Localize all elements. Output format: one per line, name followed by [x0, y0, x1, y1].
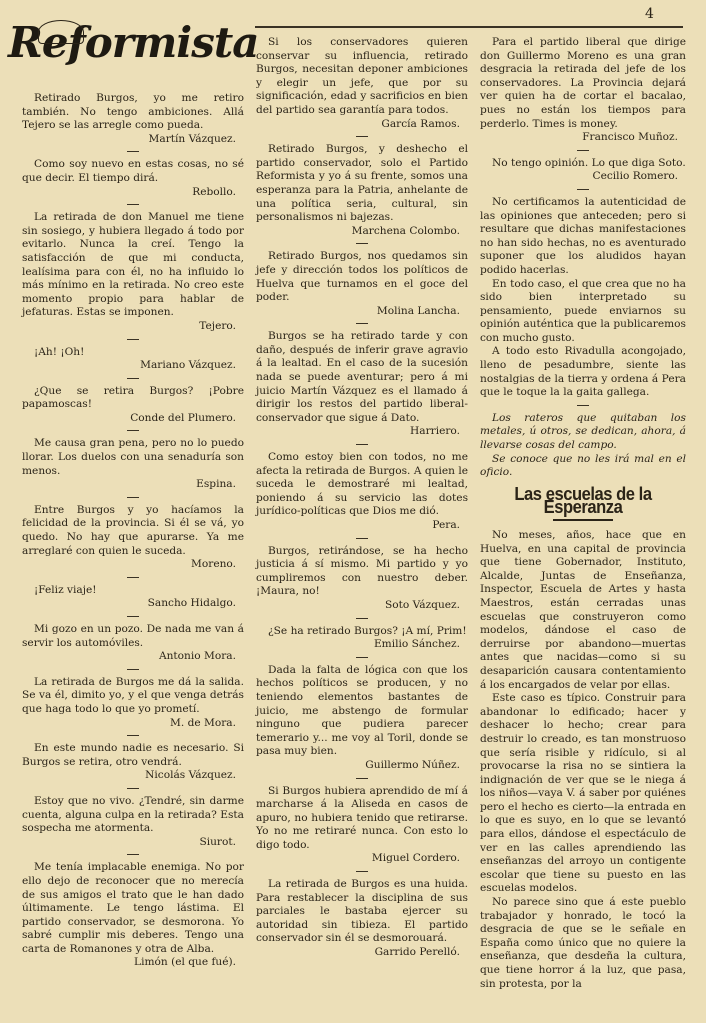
opinion-text: La retirada de don Manuel me tiene sin sosiego, y hubiera llegado á todo por evitarlo. Nunca la creí. Tengo la satisfacción de que mi conducta, lealísima para con él, no ha influido lo más mínimo en la retirada. No creo este momento propio para hablar de jefaturas. Estas se imponen.	[22, 211, 244, 319]
article-paragraph: No meses, años, hace que en Huelva, en una capital de provincia que tiene Gobernador, Instituto, Alcalde, Juntas de Enseñanza, Inspector, Escuela de Artes y hasta Maestros, están cerradas unas escuelas que construyeron como modelos, dándose el caso de derruirse por abandono—muertas antes que nacidas—como si su desaparición causara contentamiento á los encargados de velar por ellas.	[480, 529, 686, 691]
divider	[356, 444, 368, 445]
opinion-signature: Martín Vázquez.	[148, 132, 236, 145]
opinion-text: Retirado Burgos, yo me retiro también. No tengo ambiciones. Allá Tejero se las arregle como pueda.	[22, 92, 244, 132]
column-1	[22, 92, 244, 972]
paragraph: A todo esto Rivadulla acongojado, lleno de pesadumbre, siente las nostalgias de la tierra y ordena á Pera que le toque la la gaita gallega.	[480, 345, 686, 399]
opinion-text: ¡Feliz viaje!	[34, 583, 97, 596]
crest-icon	[38, 20, 84, 44]
divider	[356, 618, 368, 619]
opinion-signature: Antonio Mora.	[158, 650, 236, 663]
opinion-text: ¿Se ha retirado Burgos? ¡A mí, Prim!	[268, 624, 467, 637]
divider	[356, 538, 368, 539]
opinion-text: La retirada de Burgos me dá la salida. Se va él, dimito yo, y el que venga detrás que haga todo lo que yo prometí.	[22, 675, 244, 715]
header-rule	[255, 26, 683, 28]
divider	[356, 243, 368, 244]
opinion-signature: Rebollo.	[192, 185, 236, 198]
divider	[127, 151, 139, 152]
opinion-signature: Molina Lancha.	[376, 304, 460, 317]
opinion-signature: Moreno.	[191, 558, 236, 571]
divider	[127, 735, 139, 736]
divider	[127, 577, 139, 578]
opinion-signature: Cecilio Romero.	[592, 170, 678, 183]
opinion-text: Dada la falta de lógica con que los hechos políticos se producen, y no teniendo elementos bastantes de juicio, me abstengo de formular ninguno que pudiera parecer temerario y... me voy al Toril, donde se pasa muy bien.	[256, 663, 468, 758]
article-title: Las escuelas de la Esperanza	[514, 483, 652, 518]
opinion-signature: Espina.	[196, 478, 236, 491]
opinion-text: Burgos, retirándose, se ha hecho justicia á sí mismo. Mi partido y yo cumpliremos con nuestro deber. ¡Maura, no!	[256, 544, 468, 598]
opinion-signature: Guillermo Núñez.	[365, 758, 460, 771]
opinion-signature: Soto Vázquez.	[384, 598, 460, 611]
opinion-text: No tengo opinión. Lo que diga Soto.	[492, 156, 686, 169]
opinion-signature: García Ramos.	[381, 117, 460, 130]
divider	[356, 657, 368, 658]
article-paragraph: No parece sino que á este pueblo trabajador y honrado, le tocó la desgracia de que se le señale en España como único que no quiere la enseñanza, que desdeña la cultura, que tiene horror á la luz, que pasa, sin protesta, por la	[480, 896, 686, 990]
opinion-text: Me causa gran pena, pero no lo puedo llorar. Los duelos con una senaduría son menos.	[22, 437, 244, 477]
column-3-opinions	[480, 36, 686, 190]
opinion-text: Si los conservadores quieren conservar su influencia, retirado Burgos, necesitan deponer ambiciones y elegir un jefe, que por su significación, edad y sacrificios en bien del partido sea garantía para todos.	[256, 36, 468, 116]
opinion-text: Retirado Burgos, nos quedamos sin jefe y dirección todos los políticos de Huelva que turnamos en el goce del poder.	[256, 250, 468, 304]
opinion-signature: Harriero.	[410, 425, 460, 438]
opinion-signature: Garrido Perelló.	[374, 946, 460, 959]
opinion-text: Retirado Burgos, y deshecho el partido conservador, solo el Partido Reformista y yo á su frente, somos una esperanza para la Patria, anhelante de una política seria, cultural, sin personalismos ni bajezas.	[256, 143, 468, 224]
divider	[356, 778, 368, 779]
page-number: 4	[645, 6, 654, 22]
divider	[577, 189, 589, 190]
opinion-text: Para el partido liberal que dirige don Guillermo Moreno es una gran desgracia la retirada del jefe de los conservadores. La Provincia dejará ver quien ha de cortar el bacalao, pues no están los tiempos para perderlo. Times is money.	[480, 36, 686, 130]
opinion-signature: Conde del Plumero.	[130, 411, 236, 424]
opinion-text: ¡Ah! ¡Oh!	[34, 345, 85, 358]
divider	[127, 204, 139, 205]
opinion-text: En este mundo nadie es necesario. Si Burgos se retira, otro vendrá.	[22, 742, 244, 768]
opinion-text: Estoy que no vivo. ¿Tendré, sin darme cuenta, alguna culpa en la retirada? Esta sospecha me atormenta.	[22, 794, 244, 835]
opinion-text: ¿Que se retira Burgos? ¡Pobre papamoscas!	[22, 384, 244, 411]
opinion-signature: Limón (el que fué).	[134, 956, 236, 969]
paragraph: Los rateros que quitaban los metales, ú otros, se dedican, ahora, á llevarse cosas del campo.	[480, 411, 686, 452]
article-body	[480, 529, 686, 991]
opinion-signature: Miguel Cordero.	[371, 852, 460, 865]
paragraph: No certificamos la autenticidad de las opiniones que anteceden; pero si resultare que dichas manifestaciones no han sido hechas, no es aventurado suponer que los aludidos hayan podido hacerlas.	[480, 195, 686, 276]
opinion-signature: M. de Mora.	[170, 716, 236, 729]
editorial-note	[480, 196, 686, 400]
opinion-text: Como soy nuevo en estas cosas, no sé que decir. El tiempo dirá.	[22, 158, 244, 184]
opinion-text: Si Burgos hubiera aprendido de mí á marcharse á la Aliseda en casos de apuro, no hubiera tenido que retirarse. Yo no me retiraré nunca. Con esto lo digo todo.	[256, 784, 468, 851]
paragraph: Se conoce que no les irá mal en el oficio.	[480, 452, 686, 479]
opinion-signature: Pera.	[432, 519, 460, 531]
divider	[127, 430, 139, 431]
divider	[356, 323, 368, 324]
opinion-signature: Francisco Muñoz.	[582, 131, 678, 144]
opinion-signature: Siurot.	[199, 835, 236, 848]
opinion-signature: Mariano Vázquez.	[140, 359, 236, 372]
divider	[577, 150, 589, 151]
opinion-signature: Marchena Colombo.	[351, 224, 460, 237]
divider	[127, 854, 139, 855]
divider	[127, 788, 139, 789]
divider	[577, 405, 589, 406]
opinion-text: La retirada de Burgos es una huida. Para restablecer la disciplina de sus parciales le bastaba ejercer su autoridad sin tibieza. El partido conservador sin él se desmorouará.	[256, 878, 468, 945]
divider	[127, 378, 139, 379]
opinion-signature: Sancho Hidalgo.	[147, 597, 236, 610]
divider	[356, 871, 368, 872]
masthead-title: Reformista	[8, 18, 259, 67]
divider	[127, 339, 139, 340]
divider	[127, 497, 139, 498]
column-2	[256, 36, 468, 962]
opinion-signature: Tejero.	[199, 319, 236, 332]
column-3	[480, 36, 686, 991]
divider	[127, 669, 139, 670]
masthead	[8, 18, 259, 88]
brief-item	[480, 412, 686, 480]
opinion-text: Mi gozo en un pozo. De nada me van á servir los automóviles.	[22, 623, 244, 649]
divider	[127, 616, 139, 617]
opinion-text: Me tenía implacable enemiga. No por ello dejo de reconocer que no merecía de sus amigos el trato que le han dado últimamente. Le tengo lástima. El partido conservador, se desmorona. Yo sabré cumplir mis deberes. Tengo una carta de Romanones y otra de Alba.	[22, 861, 244, 955]
opinion-text: Entre Burgos y yo hacíamos la felicidad de la provincia. Si él se vá, yo quedo. No hay que apurarse. Ya me arreglaré con quien le suceda.	[22, 503, 244, 557]
title-rule	[553, 519, 613, 521]
opinion-text: Como estoy bien con todos, no me afecta la retirada de Burgos. A quien le suceda le demostraré mi lealtad, poniendo á su servicio las dotes jurídico-políticas que Dios me dió.	[256, 451, 468, 518]
divider	[356, 136, 368, 137]
opinion-signature: Nicolás Vázquez.	[145, 769, 236, 782]
article-paragraph: Este caso es típico. Construir para abandonar lo edificado; hacer y deshacer lo hecho; crear para destruir lo creado, es tan monstruoso que sería risible y ridículo, si al provocarse la risa no se sintiera la indignación de ver que se le niega á los niños—vaya V. á saber por quiénes pero el hecho es cierto—la entrada en lo que es suyo, en lo que se levantó para ellos, dándose el espectáculo de ver en las calles aprendiendo las enseñanzas del arroyo un contigente escolar que tiene su puesto en las escuelas modelos.	[480, 692, 686, 895]
opinion-text: Burgos se ha retirado tarde y con daño, después de inferir grave agravio á la lealtad. En el caso de la sucesión nada se puede aventurar; pero á mi juicio Martín Vázquez es el llamado á dirigir los restos del partido liberal-conservador que sigue á Dato.	[256, 330, 468, 424]
paragraph: En todo caso, el que crea que no ha sido bien interpretado su pensamiento, puede enviarnos su opinión auténtica que la publicaremos con mucho gusto.	[480, 277, 686, 344]
opinion-signature: Emilio Sánchez.	[373, 638, 460, 651]
